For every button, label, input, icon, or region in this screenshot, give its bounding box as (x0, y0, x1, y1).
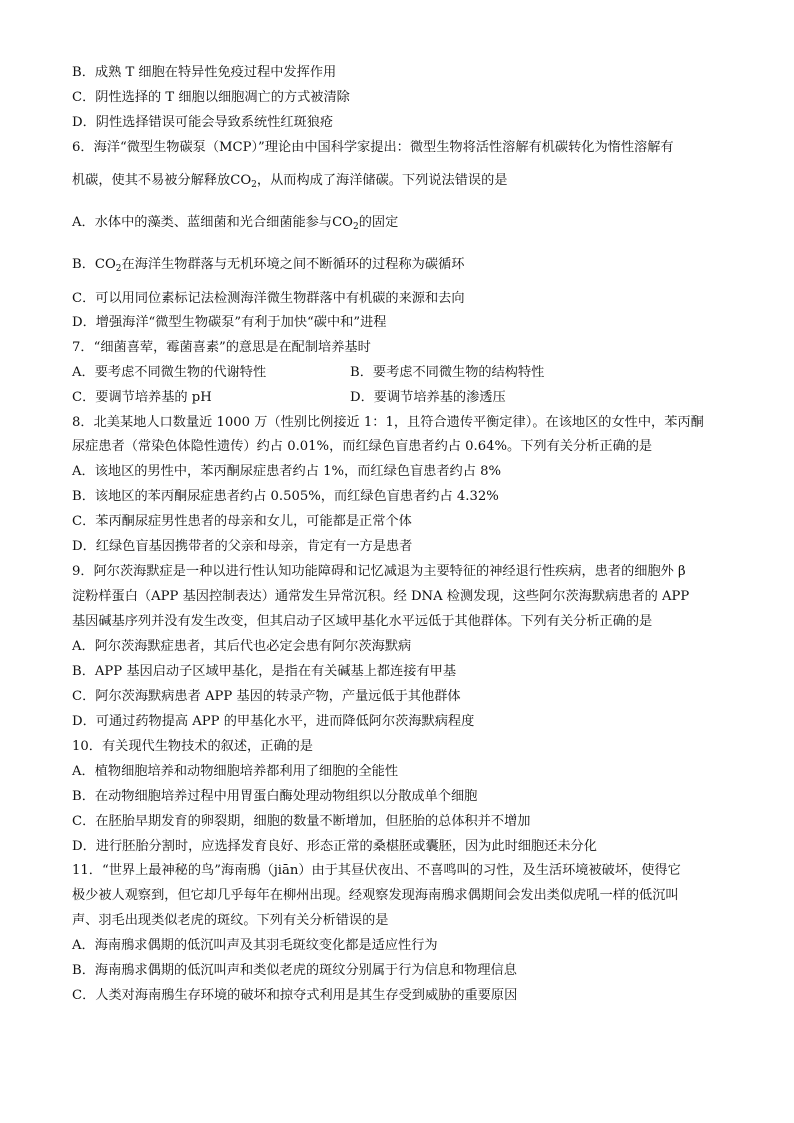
q8-stem-line1: 8．北美某地人口数量近 1000 万（性别比例接近 1：1，且符合遗传平衡定律）。在该地区的女性中，苯丙酮 (72, 415, 704, 430)
q7-options-row1 (72, 364, 712, 382)
q7-option-a: A．要考虑不同微生物的代谢特性 (72, 365, 267, 380)
q6-stem-line2: 机碳，使其不易被分解释放$CO_2$，从而构成了海洋储碳。下列说法错误的是 (72, 173, 508, 190)
q5-option-c: C．阴性选择的 T 细胞以细胞凋亡的方式被清除 (72, 90, 350, 105)
q11-stem-line2: 极少被人观察到，但它却几乎每年在柳州出现。经观察发现海南鳽求偶期间会发出类似虎吼一样的低沉叫 (72, 888, 679, 903)
q11-option-a: A．海南鳽求偶期的低沉叫声及其羽毛斑纹变化都是适应性行为 (72, 938, 438, 953)
q6-option-b: B．$CO_2$在海洋生物群落与无机环境之间不断循环的过程称为碳循环 (72, 257, 465, 274)
q11-option-b: B．海南鳽求偶期的低沉叫声和类似老虎的斑纹分别属于行为信息和物理信息 (72, 963, 517, 978)
q7-stem: 7．“细菌喜荤，霉菌喜素”的意思是在配制培养基时 (72, 340, 371, 355)
q7-option-c: C．要调节培养基的 pH (72, 390, 212, 405)
q9-option-b: B．APP 基因启动子区域甲基化，是指在有关碱基上都连接有甲基 (72, 664, 457, 679)
q7-option-b: B．要考虑不同微生物的结构特性 (350, 365, 545, 380)
q5-option-b: B．成熟 T 细胞在特异性免疫过程中发挥作用 (72, 65, 337, 80)
q10-option-d: D．进行胚胎分割时，应选择发育良好、形态正常的桑椹胚或囊胚，因为此时细胞还未分化 (72, 839, 597, 854)
q10-stem: 10．有关现代生物技术的叙述，正确的是 (72, 739, 313, 754)
q6-stem-line1: 6．海洋“微型生物碳泵（MCP）”理论由中国科学家提出：微型生物将活性溶解有机碳转化为惰性溶解有 (72, 140, 674, 155)
q11-stem-line3: 声、羽毛出现类似老虎的斑纹。下列有关分析错误的是 (72, 913, 389, 928)
q9-stem-line3: 基因碱基序列并没有发生改变，但其启动子区域甲基化水平远低于其他群体。下列有关分析正确的是 (72, 614, 653, 629)
q9-option-c: C．阿尔茨海默病患者 APP 基因的转录产物，产量远低于其他群体 (72, 689, 461, 704)
q8-option-b: B．该地区的苯丙酮尿症患者约占 0.505%，而红绿色盲患者约占 4.32% (72, 489, 499, 504)
q7-option-d: D．要调节培养基的渗透压 (350, 390, 506, 405)
q6-option-d: D．增强海洋“微型生物碳泵”有利于加快“碳中和”进程 (72, 315, 387, 330)
q5-option-d: D．阴性选择错误可能会导致系统性红斑狼疮 (72, 115, 334, 130)
q9-option-a: A．阿尔茨海默症患者，其后代也必定会患有阿尔茨海默病 (72, 639, 412, 654)
q10-option-a: A．植物细胞培养和动物细胞培养都利用了细胞的全能性 (72, 764, 399, 779)
q9-option-d: D．可通过药物提高 APP 的甲基化水平，进而降低阿尔茨海默病程度 (72, 714, 475, 729)
q8-option-a: A．该地区的男性中，苯丙酮尿症患者约占 1%，而红绿色盲患者约占 8% (72, 464, 501, 479)
q8-option-d: D．红绿色盲基因携带者的父亲和母亲，肯定有一方是患者 (72, 539, 413, 554)
q10-option-c: C．在胚胎早期发育的卵裂期，细胞的数量不断增加，但胚胎的总体积并不增加 (72, 814, 531, 829)
q9-stem-line1: 9．阿尔茨海默症是一种以进行性认知功能障碍和记忆减退为主要特征的神经退行性疾病，患者的细胞外 β (72, 564, 686, 579)
q11-stem-line1: 11．“世界上最神秘的鸟”海南鳽（jiān）由于其昼伏夜出、不喜鸣叫的习性，及生活环境被破坏，使得它 (72, 863, 681, 878)
q11-option-c: C．人类对海南鳽生存环境的破坏和掠夺式利用是其生存受到威胁的重要原因 (72, 988, 518, 1003)
q6-option-c: C．可以用同位素标记法检测海洋微生物群落中有机碳的来源和去向 (72, 291, 465, 306)
q6-option-a: A．水体中的藻类、蓝细菌和光合细菌能参与$CO_2$的固定 (72, 215, 399, 232)
q7-options-row2 (72, 389, 712, 407)
q8-option-c: C．苯丙酮尿症男性患者的母亲和女儿，可能都是正常个体 (72, 514, 412, 529)
q9-stem-line2: 淀粉样蛋白（APP 基因控制表达）通常发生异常沉积。经 DNA 检测发现，这些阿尔茨海默病患者的 APP (72, 589, 690, 604)
q10-option-b: B．在动物细胞培养过程中用胃蛋白酶处理动物组织以分散成单个细胞 (72, 789, 478, 804)
q8-stem-line2: 尿症患者（常染色体隐性遗传）约占 0.01%，而红绿色盲患者约占 0.64%。下列有关分析正确的是 (72, 439, 653, 454)
